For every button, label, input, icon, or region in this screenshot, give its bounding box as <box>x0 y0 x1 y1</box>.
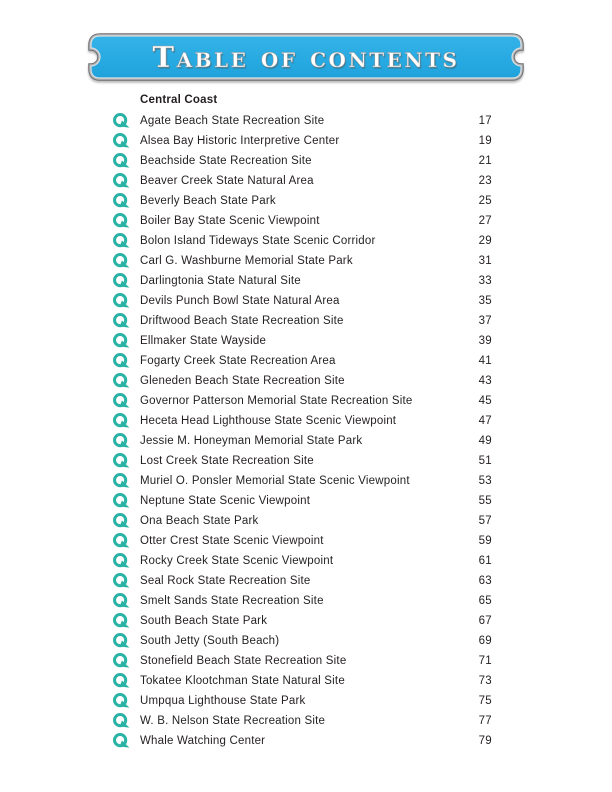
map-pin-icon <box>112 193 130 209</box>
toc-entry-title: Umpqua Lighthouse State Park <box>140 695 306 707</box>
toc-entry[interactable] <box>112 631 492 651</box>
toc-entry-page: 17 <box>478 115 492 127</box>
toc-entry-page: 27 <box>478 215 492 227</box>
map-pin-icon <box>112 373 130 389</box>
toc-entry[interactable] <box>112 171 492 191</box>
toc-entry-page: 19 <box>478 135 492 147</box>
title-banner <box>88 33 524 81</box>
toc-entry[interactable] <box>112 471 492 491</box>
toc-entry[interactable] <box>112 511 492 531</box>
toc-entry-page: 75 <box>478 695 492 707</box>
toc-entry[interactable] <box>112 151 492 171</box>
toc-entry-title: South Jetty (South Beach) <box>140 635 280 647</box>
toc-entry-page: 33 <box>478 275 492 287</box>
toc-entry[interactable] <box>112 411 492 431</box>
toc-entry-page: 41 <box>478 355 492 367</box>
toc-entry-title: Boiler Bay State Scenic Viewpoint <box>140 215 320 227</box>
toc-entry-title: Tokatee Klootchman State Natural Site <box>140 675 345 687</box>
toc-entry-page: 31 <box>478 255 492 267</box>
map-pin-icon <box>112 233 130 249</box>
toc-entry-page: 51 <box>478 455 492 467</box>
toc-entry[interactable] <box>112 711 492 731</box>
toc-entry-page: 47 <box>478 415 492 427</box>
toc-entry[interactable] <box>112 311 492 331</box>
toc-entry[interactable] <box>112 651 492 671</box>
toc-entry-title: Devils Punch Bowl State Natural Area <box>140 295 340 307</box>
toc-entry-page: 39 <box>478 335 492 347</box>
toc-entry-title: Agate Beach State Recreation Site <box>140 115 325 127</box>
toc-entry[interactable] <box>112 131 492 151</box>
toc-entry-page: 37 <box>478 315 492 327</box>
toc-entry[interactable] <box>112 431 492 451</box>
toc-list <box>112 111 492 751</box>
toc-entry-title: Ona Beach State Park <box>140 515 259 527</box>
map-pin-icon <box>112 393 130 409</box>
page-title: Table of contents <box>152 40 460 74</box>
map-pin-icon <box>112 613 130 629</box>
toc-entry[interactable] <box>112 111 492 131</box>
toc-entry-page: 29 <box>478 235 492 247</box>
map-pin-icon <box>112 533 130 549</box>
toc-entry-page: 53 <box>478 475 492 487</box>
toc-entry-page: 73 <box>478 675 492 687</box>
toc-entry-page: 35 <box>478 295 492 307</box>
toc-entry-page: 63 <box>478 575 492 587</box>
toc-entry-page: 59 <box>478 535 492 547</box>
toc-entry[interactable] <box>112 291 492 311</box>
toc-entry-title: Fogarty Creek State Recreation Area <box>140 355 336 367</box>
map-pin-icon <box>112 413 130 429</box>
toc-entry[interactable] <box>112 271 492 291</box>
toc-entry[interactable] <box>112 611 492 631</box>
map-pin-icon <box>112 673 130 689</box>
toc-entry-page: 21 <box>478 155 492 167</box>
toc-entry[interactable] <box>112 251 492 271</box>
toc-entry-page: 77 <box>478 715 492 727</box>
toc-entry-title: Darlingtonia State Natural Site <box>140 275 301 287</box>
map-pin-icon <box>112 353 130 369</box>
toc-entry-title: Smelt Sands State Recreation Site <box>140 595 324 607</box>
toc-entry-page: 69 <box>478 635 492 647</box>
toc-entry-page: 71 <box>478 655 492 667</box>
toc-entry[interactable] <box>112 531 492 551</box>
map-pin-icon <box>112 633 130 649</box>
toc-entry-page: 65 <box>478 595 492 607</box>
map-pin-icon <box>112 153 130 169</box>
map-pin-icon <box>112 653 130 669</box>
toc-entry-page: 25 <box>478 195 492 207</box>
toc-entry[interactable] <box>112 231 492 251</box>
toc-entry[interactable] <box>112 731 492 751</box>
map-pin-icon <box>112 473 130 489</box>
toc-entry-title: South Beach State Park <box>140 615 268 627</box>
toc-entry-title: Bolon Island Tideways State Scenic Corridor <box>140 235 376 247</box>
map-pin-icon <box>112 693 130 709</box>
toc-entry-title: Governor Patterson Memorial State Recreation Site <box>140 395 413 407</box>
toc-entry-title: Whale Watching Center <box>140 735 266 747</box>
toc-entry[interactable] <box>112 351 492 371</box>
toc-entry-page: 49 <box>478 435 492 447</box>
map-pin-icon <box>112 313 130 329</box>
map-pin-icon <box>112 513 130 529</box>
toc-entry-page: 57 <box>478 515 492 527</box>
map-pin-icon <box>112 493 130 509</box>
map-pin-icon <box>112 573 130 589</box>
toc-section-header: Central Coast <box>140 94 218 106</box>
toc-entry[interactable] <box>112 571 492 591</box>
toc-entry-title: Carl G. Washburne Memorial State Park <box>140 255 353 267</box>
toc-entry[interactable] <box>112 191 492 211</box>
map-pin-icon <box>112 333 130 349</box>
toc-entry-title: Lost Creek State Recreation Site <box>140 455 314 467</box>
toc-entry-title: Beachside State Recreation Site <box>140 155 312 167</box>
map-pin-icon <box>112 433 130 449</box>
toc-entry-title: W. B. Nelson State Recreation Site <box>140 715 326 727</box>
toc-entry-page: 23 <box>478 175 492 187</box>
map-pin-icon <box>112 253 130 269</box>
toc-entry-title: Gleneden Beach State Recreation Site <box>140 375 345 387</box>
toc-entry[interactable] <box>112 671 492 691</box>
toc-entry[interactable] <box>112 591 492 611</box>
map-pin-icon <box>112 713 130 729</box>
map-pin-icon <box>112 293 130 309</box>
toc-entry[interactable] <box>112 391 492 411</box>
toc-entry-title: Heceta Head Lighthouse State Scenic Viewpoint <box>140 415 397 427</box>
map-pin-icon <box>112 173 130 189</box>
toc-entry-title: Stonefield Beach State Recreation Site <box>140 655 347 667</box>
toc-entry-title: Seal Rock State Recreation Site <box>140 575 311 587</box>
toc-entry[interactable] <box>112 451 492 471</box>
toc-entry-page: 61 <box>478 555 492 567</box>
toc-entry-page: 55 <box>478 495 492 507</box>
toc-entry[interactable] <box>112 331 492 351</box>
toc-entry-title: Otter Crest State Scenic Viewpoint <box>140 535 324 547</box>
map-pin-icon <box>112 733 130 749</box>
toc-entry-title: Ellmaker State Wayside <box>140 335 267 347</box>
toc-entry-title: Rocky Creek State Scenic Viewpoint <box>140 555 334 567</box>
toc-entry[interactable] <box>112 211 492 231</box>
map-pin-icon <box>112 273 130 289</box>
toc-entry-title: Neptune State Scenic Viewpoint <box>140 495 311 507</box>
toc-entry-page: 79 <box>478 735 492 747</box>
toc-entry-page: 45 <box>478 395 492 407</box>
map-pin-icon <box>112 113 130 129</box>
toc-entry-title: Jessie M. Honeyman Memorial State Park <box>140 435 363 447</box>
toc-entry[interactable] <box>112 551 492 571</box>
toc-entry-title: Driftwood Beach State Recreation Site <box>140 315 344 327</box>
toc-entry-title: Muriel O. Ponsler Memorial State Scenic Viewpoint <box>140 475 410 487</box>
toc-entry-title: Beverly Beach State Park <box>140 195 276 207</box>
map-pin-icon <box>112 553 130 569</box>
toc-entry-title: Alsea Bay Historic Interpretive Center <box>140 135 340 147</box>
toc-entry-page: 67 <box>478 615 492 627</box>
map-pin-icon <box>112 593 130 609</box>
toc-entry[interactable] <box>112 691 492 711</box>
toc-entry[interactable] <box>112 491 492 511</box>
toc-entry[interactable] <box>112 371 492 391</box>
toc-entry-page: 43 <box>478 375 492 387</box>
toc-entry-title: Beaver Creek State Natural Area <box>140 175 314 187</box>
map-pin-icon <box>112 133 130 149</box>
map-pin-icon <box>112 453 130 469</box>
toc <box>112 90 492 751</box>
map-pin-icon <box>112 213 130 229</box>
